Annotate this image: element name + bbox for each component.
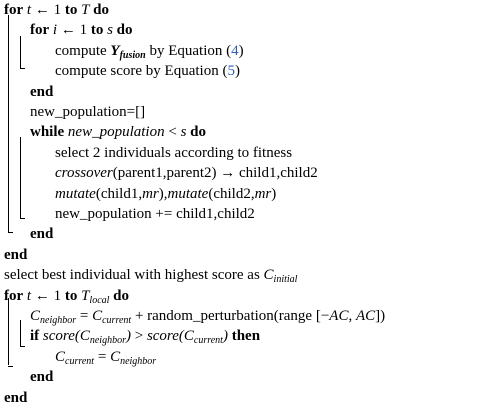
algo-line-17 xyxy=(30,326,260,346)
while-condition: new_population xyxy=(67,124,165,141)
guide-bar-if xyxy=(20,320,21,345)
math-subscript: neighbor xyxy=(40,314,77,326)
loop-variable: t xyxy=(26,2,32,18)
math-symbol: AC xyxy=(355,307,376,324)
math-subscript: initial xyxy=(273,274,298,286)
loop-bound: s xyxy=(107,22,113,39)
math-subscript: neighbor xyxy=(120,355,157,367)
statement-text: ) xyxy=(238,42,244,59)
function-args: (child1, xyxy=(95,185,143,202)
statement-text: by Equation ( xyxy=(145,42,232,59)
guide-bar-local-for xyxy=(8,298,9,366)
algo-line-14 xyxy=(4,265,297,285)
statement-text: new_population=[] xyxy=(30,104,146,120)
keyword-while: while xyxy=(30,124,65,141)
keyword-for: for xyxy=(4,2,24,18)
keyword-do: do xyxy=(190,124,206,141)
minus-sign: − xyxy=(320,307,330,324)
math-subscript: local xyxy=(89,294,110,306)
statement-text: compute xyxy=(55,42,111,59)
math-subscript: current xyxy=(102,314,132,326)
math-symbol: C xyxy=(110,348,121,365)
function-args: (child2, xyxy=(208,185,255,202)
function-args: (C xyxy=(178,328,194,345)
statement-text: new_population += child1,child2 xyxy=(55,205,255,222)
guide-hook-inner-for xyxy=(20,68,25,69)
function-name: mutate xyxy=(55,185,96,202)
equals-sign: = xyxy=(94,348,111,365)
statement-text: select best individual with highest score as xyxy=(4,267,264,284)
keyword-for: for xyxy=(30,22,50,39)
guide-hook-if xyxy=(20,346,25,347)
math-subscript: fusion xyxy=(119,49,146,61)
mutation-rate: mr xyxy=(254,185,272,202)
math-symbol: C xyxy=(55,348,66,365)
math-subscript: current xyxy=(65,355,95,367)
statement-text: + random_perturbation(range [ xyxy=(131,307,321,324)
function-name: score xyxy=(146,328,179,345)
assign-arrow: ← 1 xyxy=(57,22,91,39)
algo-line-13 xyxy=(4,245,27,265)
algo-line-10 xyxy=(55,184,276,204)
algo-line-9 xyxy=(55,163,318,183)
keyword-end: end xyxy=(4,389,28,406)
math-symbol: AC xyxy=(329,307,349,324)
math-symbol: C xyxy=(30,307,41,324)
algo-line-16 xyxy=(30,306,385,326)
algo-line-7 xyxy=(30,122,206,142)
guide-bar-outer-for xyxy=(8,15,9,232)
math-subscript: neighbor xyxy=(89,335,126,347)
keyword-for: for xyxy=(4,287,24,304)
equals-sign: = xyxy=(76,307,93,324)
guide-hook-local-for xyxy=(8,366,13,367)
math-symbol: Y xyxy=(110,42,120,59)
loop-bound: T xyxy=(81,2,90,18)
algo-line-15 xyxy=(4,286,129,306)
loop-variable: i xyxy=(52,22,58,39)
assign-arrow: ← 1 xyxy=(31,287,65,304)
function-args: ) xyxy=(271,185,277,202)
algo-line-20 xyxy=(4,388,27,408)
algo-line-6 xyxy=(30,102,145,122)
function-args: ) xyxy=(125,328,131,345)
equation-reference[interactable]: 4 xyxy=(231,42,239,59)
statement-text: compute score by Equation ( xyxy=(55,63,228,80)
function-name: score xyxy=(42,328,75,345)
function-args: (C xyxy=(74,328,90,345)
equation-reference[interactable]: 5 xyxy=(227,63,235,80)
guide-hook-outer-for xyxy=(8,232,13,233)
math-subscript: current xyxy=(193,335,223,347)
keyword-end: end xyxy=(30,369,54,386)
algo-line-18 xyxy=(55,347,156,367)
algo-line-19 xyxy=(30,367,53,387)
function-args: (parent1,parent2) → child1,child2 xyxy=(112,165,318,182)
statement-text: select 2 individuals according to fitness xyxy=(55,144,293,161)
math-symbol: C xyxy=(92,307,103,324)
loop-bound: T xyxy=(81,287,90,304)
keyword-if: if xyxy=(30,328,40,345)
algo-line-3 xyxy=(55,41,244,61)
function-name: crossover xyxy=(55,165,113,182)
statement-text: ) xyxy=(234,63,240,80)
math-symbol: C xyxy=(263,267,274,284)
keyword-end: end xyxy=(30,226,54,243)
algo-line-12 xyxy=(30,224,53,244)
algo-line-1 xyxy=(4,0,109,20)
keyword-do: do xyxy=(116,22,133,39)
guide-bar-while xyxy=(20,137,21,218)
keyword-end: end xyxy=(4,246,28,263)
algo-line-8 xyxy=(55,143,292,163)
assign-arrow: ← 1 xyxy=(31,2,65,18)
statement-text: , xyxy=(348,307,356,324)
algo-line-11 xyxy=(55,204,255,224)
guide-bar-inner-for xyxy=(20,36,21,68)
keyword-then: then xyxy=(231,328,261,345)
keyword-do: do xyxy=(113,287,130,304)
comparison-operator: > xyxy=(130,328,147,345)
loop-variable: t xyxy=(26,287,32,304)
keyword-to: to xyxy=(64,2,78,18)
keyword-do: do xyxy=(93,2,110,18)
comparison-operator: < xyxy=(164,124,181,141)
algo-line-4 xyxy=(55,61,240,81)
function-args: ) xyxy=(222,328,228,345)
statement-text: ]) xyxy=(375,307,386,324)
algo-line-5 xyxy=(30,82,53,102)
algo-line-2 xyxy=(30,20,133,40)
function-args: ), xyxy=(158,185,168,202)
keyword-to: to xyxy=(64,287,78,304)
keyword-to: to xyxy=(90,22,104,39)
mutation-rate: mr xyxy=(142,185,159,202)
function-name: mutate xyxy=(167,185,209,202)
guide-hook-while xyxy=(20,218,25,219)
loop-bound: s xyxy=(180,124,187,141)
keyword-end: end xyxy=(30,83,54,100)
